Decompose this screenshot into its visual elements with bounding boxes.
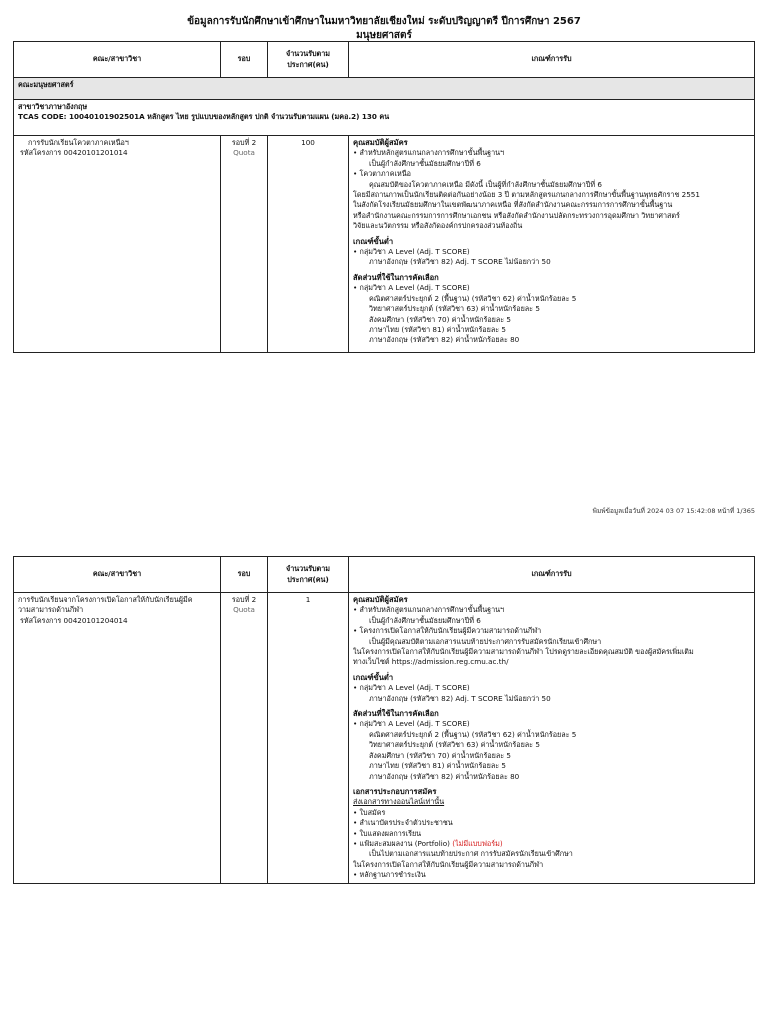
project-code: รหัสโครงการ 00420101204014 [20,615,128,625]
header-quota: จำนวนรับตาม ประกาศ(คน) [268,42,349,78]
round-type: Quota [233,605,255,615]
document-item-detail: เป็นไปตามเอกสารแนบท้ายประกาศ การรับสมัครนักเรียนเข้าศึกษา [369,849,573,859]
criteria-cell [349,136,755,353]
project-code: รหัสโครงการ 00420101201014 [20,148,128,158]
admission-table-page1 [13,41,755,353]
criteria-line: ในโครงการเปิดโอกาสให้กับนักเรียนผู้มีความสามารถด้านกีฬา โปรดดูรายละเอียดคุณสมบัติ ของผู้สมัครเพิ่มเติม [353,647,694,657]
admission-table-page2 [13,556,755,884]
header-criteria: เกณฑ์การรับ [349,42,755,78]
project-name: การรับนักเรียนโควตาภาคเหนือฯ [28,138,129,147]
major-row [14,100,755,136]
print-footer: พิมพ์ข้อมูลเมื่อวันที่ 2024 03 07 15:42:08 หน้าที่ 1/365 [592,507,755,515]
document-item: • สำเนาบัตรประจำตัวประชาชน [353,818,453,828]
project-name: การรับนักเรียนจากโครงการเปิดโอกาสให้กับนักเรียนผู้มีค [18,595,193,604]
criteria-line: ภาษาอังกฤษ (รหัสวิชา 82) ค่าน้ำหนักร้อยละ 80 [369,771,520,781]
project-name-cont: วามสามารถด้านกีฬา [18,605,84,615]
criteria-line: วิทยาศาสตร์ประยุกต์ (รหัสวิชา 63) ค่าน้ำหนักร้อยละ 5 [369,304,540,314]
header-program: คณะ/สาขาวิชา [14,42,221,78]
major-info [14,100,755,136]
weight-heading: สัดส่วนที่ใช้ในการคัดเลือก [353,272,439,282]
minimum-heading: เกณฑ์ขั้นต่ำ [353,236,394,246]
header-round: รอบ [221,42,268,78]
criteria-line: • โครงการเปิดโอกาสให้กับนักเรียนผู้มีความสามารถด้านกีฬา [353,626,542,636]
table-row [14,593,755,884]
criteria-line: • กลุ่มวิชา A Level (Adj. T SCORE) [353,719,470,729]
criteria-line: คณิตศาสตร์ประยุกต์ 2 (พื้นฐาน) (รหัสวิชา 62) ค่าน้ำหนักร้อยละ 5 [369,293,577,303]
qualification-heading: คุณสมบัติผู้สมัคร [353,138,408,147]
header-round: รอบ [221,557,268,593]
criteria-line: ในสังกัดโรงเรียนมัธยมศึกษาในเขตพัฒนาภาคเหนือ ที่สังกัดสำนักงานคณะกรรมการการศึกษาขั้นพื้นฐาน [353,200,673,210]
table-header-row [14,42,755,78]
document-title: ข้อมูลการรับนักศึกษาเข้าศึกษาในมหาวิทยาลัยเชียงใหม่ ระดับปริญญาตรี ปีการศึกษา 2567 [187,16,581,27]
criteria-line: คณิตศาสตร์ประยุกต์ 2 (พื้นฐาน) (รหัสวิชา 62) ค่าน้ำหนักร้อยละ 5 [369,729,577,739]
no-form-note: (ไม่มีแบบฟอร์ม) [452,838,503,848]
round-cell [221,136,268,353]
criteria-line: วิจัยและนวัตกรรม หรือสังกัดองค์กรปกครองส่วนท้องถิ่น [353,221,523,231]
round-type: Quota [233,148,255,158]
criteria-line: โดยมีสถานภาพเป็นนักเรียนติดต่อกันอย่างน้อย 3 ปี ตามหลักสูตรแกนกลางการศึกษาขั้นพื้นฐานพุทธศักราช 2551 [353,190,700,200]
criteria-line: สังคมศึกษา (รหัสวิชา 70) ค่าน้ำหนักร้อยละ 5 [369,750,511,760]
header-program: คณะ/สาขาวิชา [14,557,221,593]
criteria-line: ภาษาอังกฤษ (รหัสวิชา 82) ค่าน้ำหนักร้อยละ 80 [369,335,520,345]
criteria-line: หรือสำนักงานคณะกรรมการการศึกษาเอกชน หรือสังกัดสำนักงานปลัดกระทรวงการอุดมศึกษา วิทยาศาสตร์ [353,210,680,220]
criteria-line: ภาษาไทย (รหัสวิชา 81) ค่าน้ำหนักร้อยละ 5 [369,761,506,771]
criteria-line: สังคมศึกษา (รหัสวิชา 70) ค่าน้ำหนักร้อยละ 5 [369,314,511,324]
qualification-heading: คุณสมบัติผู้สมัคร [353,595,408,604]
table-row [14,136,755,353]
criteria-line: ภาษาอังกฤษ (รหัสวิชา 82) Adj. T SCORE ไม่น้อยกว่า 50 [369,257,551,267]
criteria-line: • กลุ่มวิชา A Level (Adj. T SCORE) [353,247,470,257]
table-header-row [14,557,755,593]
round-cell [221,593,268,884]
criteria-line: เป็นผู้มีคุณสมบัติตามเอกสารแนบท้ายประกาศการรับสมัครนักเรียนเข้าศึกษา [369,636,602,646]
criteria-line: เป็นผู้กำลังศึกษาชั้นมัธยมศึกษาปีที่ 6 [369,615,481,625]
criteria-line: เป็นผู้กำลังศึกษาชั้นมัธยมศึกษาปีที่ 6 [369,158,481,168]
document-item-detail: ในโครงการเปิดโอกาสให้กับนักเรียนผู้มีความสามารถด้านกีฬา [353,859,544,869]
quota-cell: 100 [268,136,349,353]
faculty-name: คณะมนุษยศาสตร์ [14,78,755,100]
round-label: รอบที่ 2 [231,138,257,147]
document-item-portfolio: • แฟ้มสะสมผลงาน (Portfolio) (ไม่มีแบบฟอร์ม) [353,838,503,848]
faculty-row [14,78,755,100]
major-name: สาขาวิชาภาษาอังกฤษ [18,102,88,111]
document-item: • หลักฐานการชำระเงิน [353,870,426,880]
criteria-line: คุณสมบัติของโควตาภาคเหนือ มีดังนี้ เป็นผู้ที่กำลังศึกษาชั้นมัธยมศึกษาปีที่ 6 [369,179,602,189]
header-quota: จำนวนรับตาม ประกาศ(คน) [268,557,349,593]
document-item: • ใบสมัคร [353,807,386,817]
document-item: • ใบแสดงผลการเรียน [353,828,422,838]
criteria-line: • สำหรับหลักสูตรแกนกลางการศึกษาขั้นพื้นฐานฯ [353,605,505,615]
documents-heading: เอกสารประกอบการสมัคร [353,786,437,796]
weight-heading: สัดส่วนที่ใช้ในการคัดเลือก [353,709,439,719]
criteria-line: • กลุ่มวิชา A Level (Adj. T SCORE) [353,283,470,293]
tcas-code: TCAS CODE: 10040101902501A หลักสูตร ไทย รูปแบบของหลักสูตร ปกติ จำนวนรับตามแผน (มคอ.2) 130 คน [18,112,390,122]
document-subtitle: มนุษยศาสตร์ [356,30,412,41]
project-cell [14,136,221,353]
criteria-line: • สำหรับหลักสูตรแกนกลางการศึกษาขั้นพื้นฐานฯ [353,148,505,158]
documents-subheading: ส่งเอกสารทางออนไลน์เท่านั้น [353,797,445,807]
criteria-line: วิทยาศาสตร์ประยุกต์ (รหัสวิชา 63) ค่าน้ำหนักร้อยละ 5 [369,740,540,750]
quota-cell: 1 [268,593,349,884]
criteria-line: • โควตาภาคเหนือ [353,169,411,179]
criteria-line: ภาษาอังกฤษ (รหัสวิชา 82) Adj. T SCORE ไม่น้อยกว่า 50 [369,693,551,703]
criteria-cell [349,593,755,884]
minimum-heading: เกณฑ์ขั้นต่ำ [353,672,394,682]
project-cell [14,593,221,884]
header-criteria: เกณฑ์การรับ [349,557,755,593]
criteria-line: ภาษาไทย (รหัสวิชา 81) ค่าน้ำหนักร้อยละ 5 [369,324,506,334]
criteria-line: • กลุ่มวิชา A Level (Adj. T SCORE) [353,683,470,693]
criteria-line: ทางเว็บไซต์ https://admission.reg.cmu.ac.th/ [353,657,509,667]
round-label: รอบที่ 2 [231,595,257,604]
